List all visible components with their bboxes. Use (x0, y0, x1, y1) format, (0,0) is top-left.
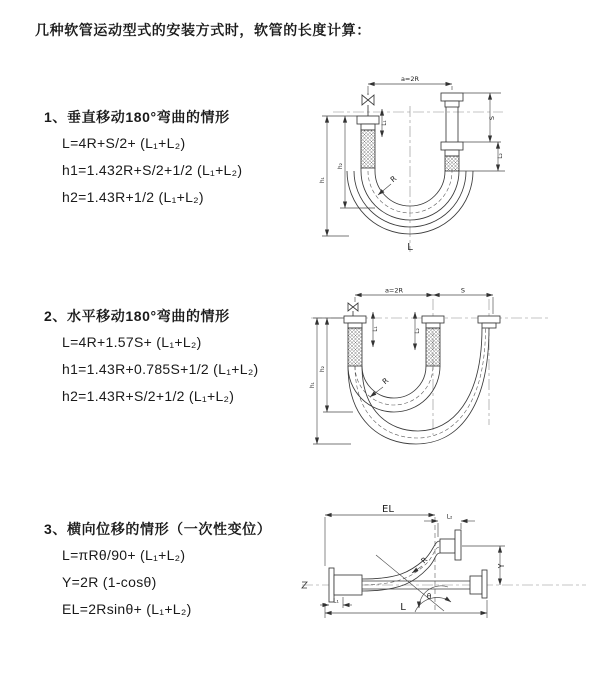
dim-label-a2r: a=2R (400, 75, 420, 83)
dim-label-l2: L₂ (498, 153, 504, 159)
dim-label-s: S (488, 115, 496, 121)
dim-label-s: S (460, 286, 466, 295)
section-2-formula-h2: h2=1.43R+S/2+1/2 (L₁+L₂) (62, 388, 235, 404)
dimension-labels (320, 75, 504, 253)
centerlines (333, 106, 503, 252)
dim-label-l1: L₁ (333, 598, 339, 605)
dim-label-h2: h₂ (338, 163, 344, 169)
section-1-formula-L: L=4R+S/2+ (L₁+L₂) (62, 135, 186, 151)
middle-fitting (422, 316, 444, 366)
section-2-formula-h1: h1=1.43R+0.785S+1/2 (L₁+L₂) (62, 361, 259, 377)
dimension-lines (313, 295, 493, 444)
valve-icon (362, 93, 374, 116)
dim-label-h1: h₁ (320, 177, 326, 183)
lower-right-flange-fitting (470, 570, 487, 598)
hose-s-curve (358, 541, 440, 591)
section-1-formula-h1: h1=1.432R+S/2+1/2 (L₁+L₂) (62, 162, 243, 178)
diagram-vertical-180-bend (305, 68, 545, 258)
left-fitting (344, 316, 366, 366)
dim-label-el: EL (382, 504, 394, 515)
dim-label-h2: h₂ (320, 366, 326, 372)
section-1-heading: 1、垂直移动180°弯曲的情形 (44, 109, 230, 125)
dim-label-l1: L₁ (373, 326, 379, 332)
section-3-formula-Y: Y=2R (1-cosθ) (62, 574, 157, 590)
left-flange-fitting (329, 568, 362, 602)
dim-label-r: R (388, 173, 399, 185)
valve-icon (348, 303, 358, 316)
dim-label-l2: L₂ (415, 328, 421, 334)
dim-label-y: Y (497, 563, 506, 569)
section-3-heading: 3、横向位移的情形（一次性变位） (44, 521, 272, 537)
dim-label-h1: h₁ (310, 382, 316, 388)
diagram-lateral-displacement (298, 500, 590, 645)
dim-label-theta: θ (426, 592, 432, 601)
hose-u-bends (348, 328, 489, 444)
section-2-heading: 2、水平移动180°弯曲的情形 (44, 308, 230, 324)
angle-construction (376, 555, 451, 612)
right-fitting (478, 316, 500, 328)
centerlines (302, 514, 586, 610)
section-3-formula-EL: EL=2Rsinθ+ (L₁+L₂) (62, 601, 192, 617)
dim-label-r: R (419, 555, 430, 566)
dimension-labels (310, 287, 465, 389)
section-3-formula-L: L=πRθ/90+ (L₁+L₂) (62, 547, 186, 563)
dim-label-l2: L₂ (446, 514, 453, 521)
section-1-formula-h2: h2=1.43R+1/2 (L₁+L₂) (62, 189, 204, 205)
dimension-labels (333, 504, 506, 613)
dim-label-l: L (407, 242, 413, 253)
diagram-horizontal-180-bend (303, 283, 558, 468)
dim-label-l1: L₁ (382, 120, 388, 126)
page-title: 几种软管运动型式的安装方式时，软管的长度计算： (35, 22, 371, 38)
left-fitting (357, 116, 379, 168)
dimension-lines (320, 515, 505, 618)
section-2-formula-L: L=4R+1.57S+ (L₁+L₂) (62, 334, 202, 350)
right-fitting (441, 93, 463, 171)
dimension-lines (322, 84, 505, 236)
dim-label-a2r: a=2R (384, 286, 404, 295)
upper-right-flange-fitting (440, 530, 461, 560)
dim-label-l: L (400, 602, 406, 613)
dim-label-r: R (380, 375, 391, 387)
